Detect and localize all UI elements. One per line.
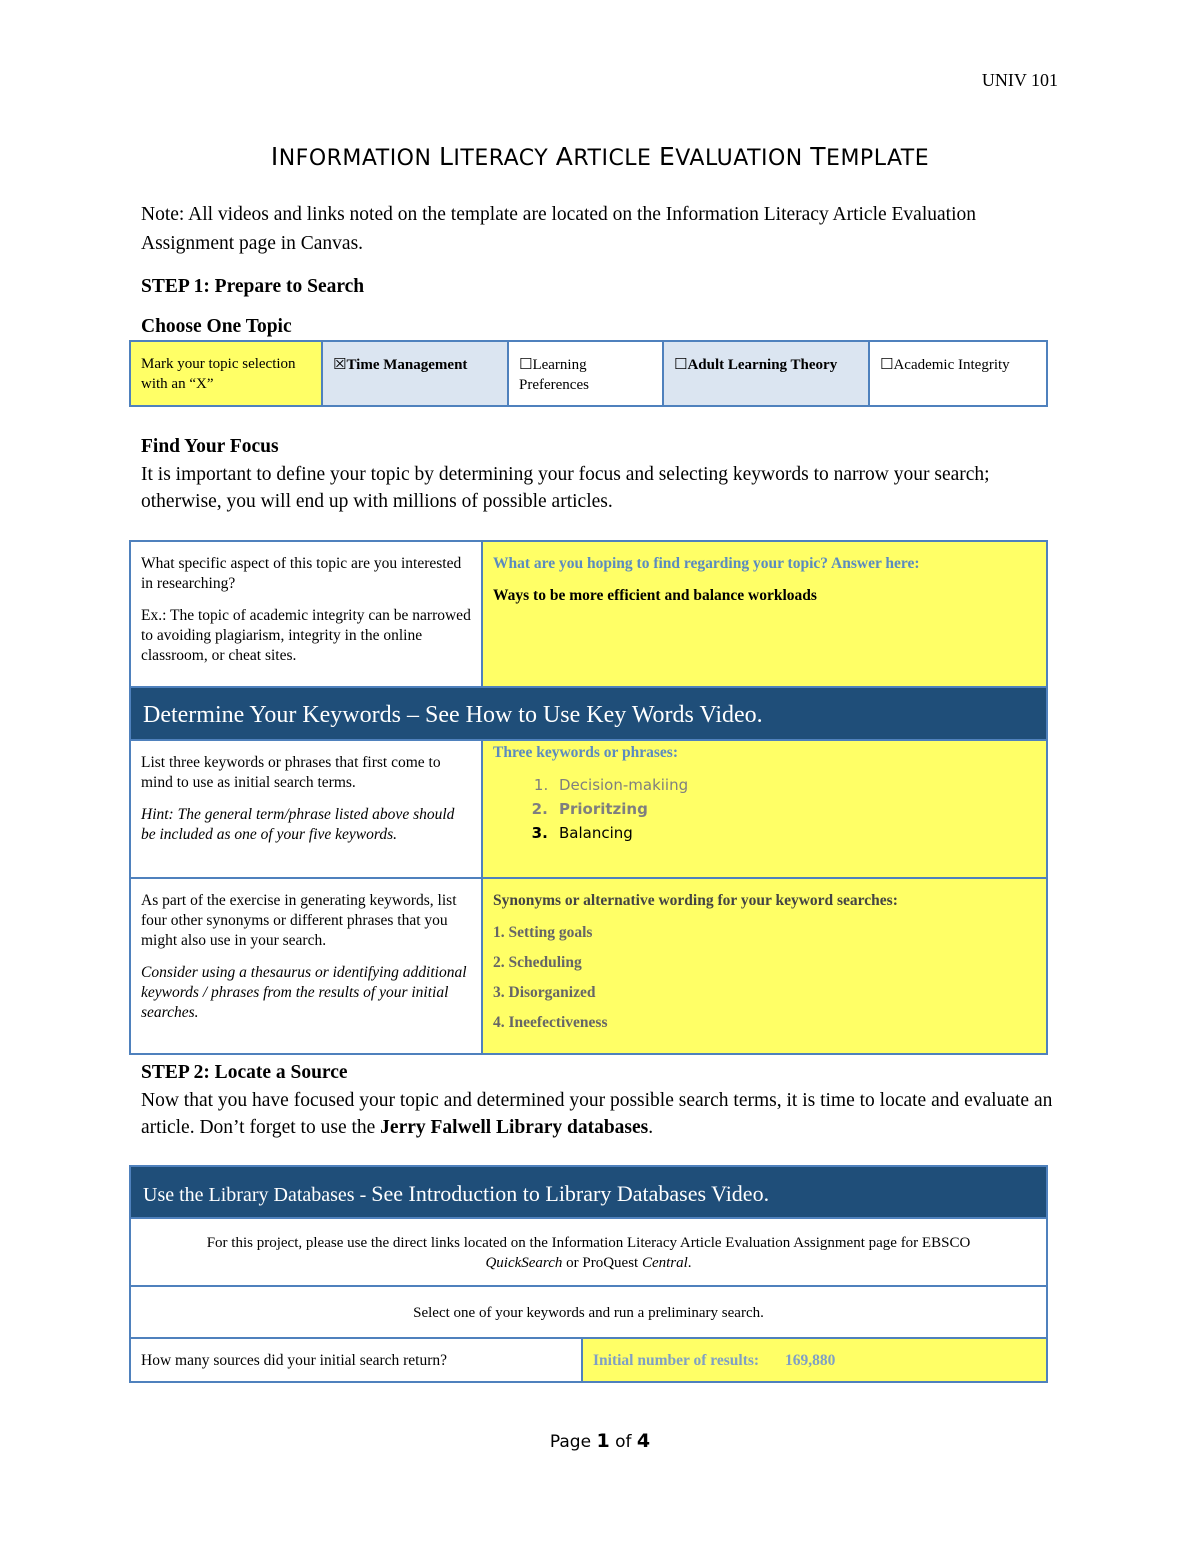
synonym-item[interactable]: 4. Ineefectiveness (493, 1014, 608, 1031)
topic-option-adult-learning-theory[interactable]: ☐Adult Learning Theory (663, 341, 869, 406)
checkbox-checked-icon[interactable]: ☒ (333, 355, 347, 373)
synonym-item[interactable]: 3. Disorganized (493, 984, 596, 1001)
synonyms-answer-cell[interactable] (482, 878, 1047, 1054)
topic-table (129, 340, 1048, 407)
synonyms-prompt: Synonyms or alternative wording for your keyword searches: (493, 892, 898, 909)
aspect-question: What specific aspect of this topic are you interested in researching? (141, 555, 462, 592)
aspect-example: Ex.: The topic of academic integrity can be narrowed to avoiding plagiarism, integrity in the online classroom, or cheat sites. (141, 607, 471, 664)
step2-heading: STEP 2: Locate a Source (141, 1062, 348, 1083)
page-number: Page 1 of 4 (549, 1430, 651, 1452)
step2-paragraph: Now that you have focused your topic and determined your possible search terms, it is time to locate and evaluate an article. Don’t forget to use the Jerry Falwell Library databases. (141, 1090, 1053, 1138)
aspect-answer-cell[interactable] (482, 541, 1047, 687)
topic-option-time-management[interactable]: ☒Time Management (322, 341, 508, 406)
find-focus-heading: Find Your Focus (141, 436, 279, 457)
checkbox-icon[interactable]: ☐ (519, 355, 533, 373)
focus-table (129, 540, 1048, 1055)
topic-option-learning-preferences[interactable]: ☐Learning Preferences (508, 341, 663, 406)
keywords-question-cell (130, 740, 482, 878)
library-databases-link[interactable]: Jerry Falwell Library databases (380, 1117, 649, 1138)
sources-question: How many sources did your initial search return? (130, 1338, 582, 1382)
select-keyword-cell: Select one of your keywords and run a preliminary search. (130, 1286, 1047, 1338)
keywords-hint: Hint: The general term/phrase listed above should be included as one of your five keywords. (141, 806, 455, 843)
topic-instruction: Mark your topic selection with an “X” (130, 341, 322, 406)
synonyms-hint: Consider using a thesaurus or identifying additional keywords / phrases from the results of your initial searches. (141, 964, 467, 1021)
topic-option-academic-integrity[interactable]: ☐Academic Integrity (869, 341, 1047, 406)
keywords-banner[interactable]: Determine Your Keywords – See How to Use Key Words Video. (130, 687, 1047, 740)
keyword-item[interactable]: 3. Balancing (553, 821, 1036, 845)
results-value[interactable]: 169,880 (784, 1352, 836, 1369)
library-banner[interactable]: Use the Library Databases - See Introduction to Library Databases Video. (130, 1166, 1047, 1218)
synonyms-question-cell (130, 878, 482, 1054)
step1-heading: STEP 1: Prepare to Search (141, 276, 365, 297)
keywords-prompt: Three keywords or phrases: (493, 744, 678, 761)
document-title: INFORMATION LITERACY ARTICLE EVALUATION TEMPLATE (270, 142, 930, 171)
aspect-answer[interactable]: Ways to be more efficient and balance workloads (493, 587, 817, 604)
keywords-list (493, 773, 1036, 845)
note-paragraph: Note: All videos and links noted on the template are located on the Information Literacy Article Evaluation Assignment page in Canvas. (141, 204, 976, 254)
keyword-item[interactable]: 1. Decision-makiing (553, 773, 1036, 797)
synonym-item[interactable]: 1. Setting goals (493, 924, 593, 941)
header-course: UNIV 101 (981, 70, 1058, 90)
aspect-prompt: What are you hoping to find regarding your topic? Answer here: (493, 555, 920, 572)
results-label: Initial number of results: (593, 1352, 760, 1369)
synonyms-question: As part of the exercise in generating keywords, list four other synonyms or different phrases that you might also use in your search. (141, 892, 457, 949)
keywords-question: List three keywords or phrases that first come to mind to use as initial search terms. (141, 754, 441, 791)
keywords-answer-cell[interactable] (482, 740, 1047, 878)
checkbox-icon[interactable]: ☐ (880, 355, 894, 373)
focus-paragraph: It is important to define your topic by determining your focus and selecting keywords to narrow your search; otherwise, you will end up with millions of possible articles. (141, 464, 990, 512)
library-table (129, 1165, 1048, 1383)
direct-links-cell: For this project, please use the direct links located on the Information Literacy Article Evaluation Assignment page for EBSCO QuickSearch or ProQuest Central. (130, 1218, 1047, 1286)
choose-topic-heading: Choose One Topic (141, 316, 292, 337)
keyword-item[interactable]: 2. Prioritzing (553, 797, 1036, 821)
synonym-item[interactable]: 2. Scheduling (493, 954, 582, 971)
checkbox-icon[interactable]: ☐ (674, 355, 688, 373)
results-cell[interactable] (582, 1338, 1047, 1382)
aspect-question-cell (130, 541, 482, 687)
